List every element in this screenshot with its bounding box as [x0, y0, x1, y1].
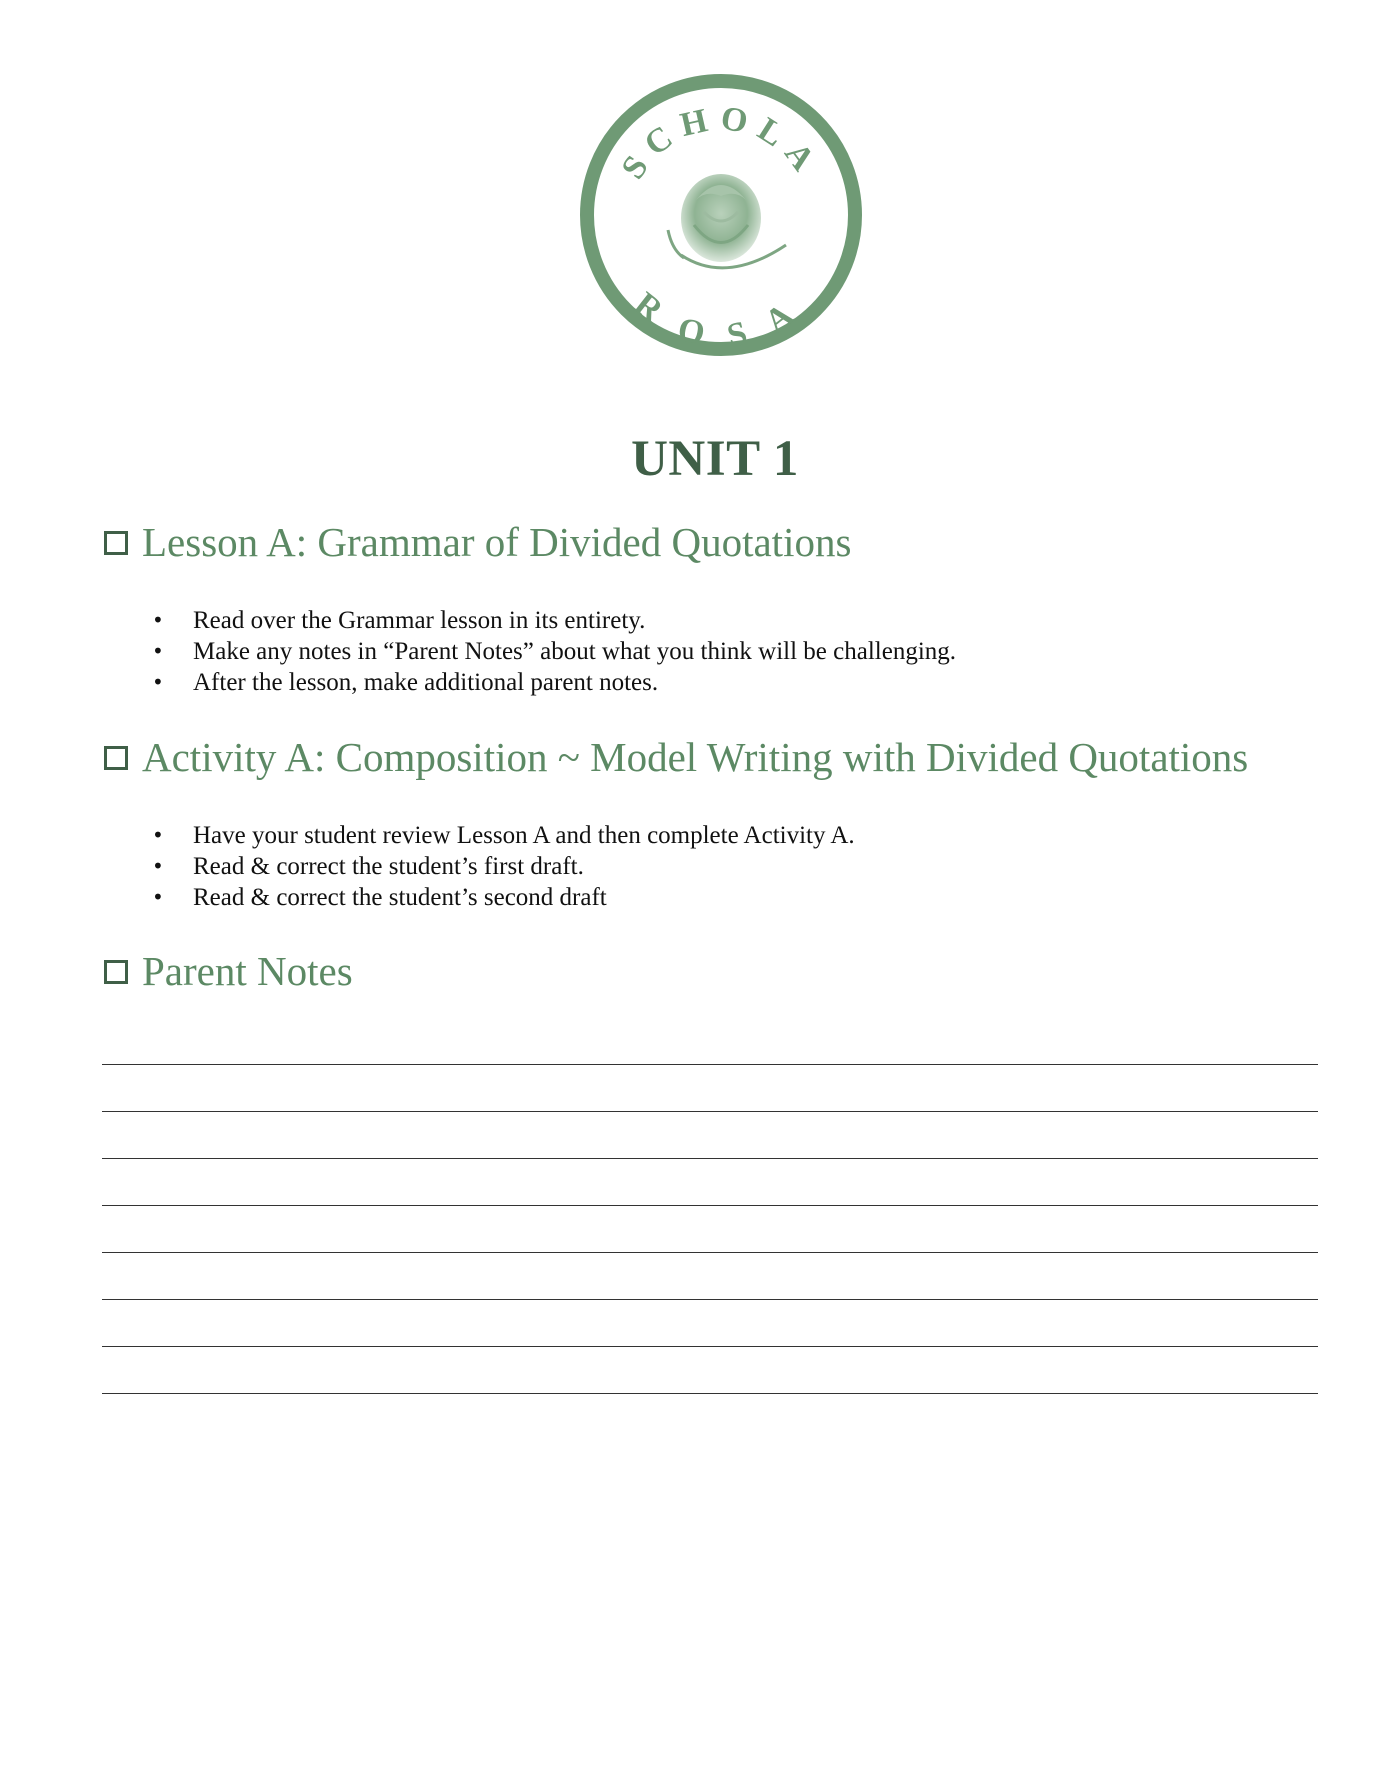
notes-writing-line[interactable] — [102, 1158, 1318, 1159]
bullet-icon: • — [152, 608, 164, 632]
lesson-a-bullets — [148, 605, 956, 698]
logo-top-text: SCHOLA — [614, 99, 828, 186]
bullet-icon: • — [152, 823, 164, 847]
list-item: • Have your student review Lesson A and then complete Activity A. — [152, 822, 855, 849]
logo-graphic — [576, 70, 866, 360]
notes-writing-line[interactable] — [102, 1064, 1318, 1065]
lesson-a-checkbox[interactable] — [104, 531, 128, 555]
lesson-a-heading — [104, 518, 851, 566]
bullet-icon: • — [152, 639, 164, 663]
bullet-icon: • — [152, 854, 164, 878]
list-item: • Read & correct the student’s second draft — [152, 884, 607, 911]
list-item: • Make any notes in “Parent Notes” about what you think will be challenging. — [152, 638, 957, 665]
list-item: • Read & correct the student’s first draft. — [152, 853, 584, 880]
schola-rosa-logo — [576, 70, 866, 360]
list-item: • After the lesson, make additional parent notes. — [152, 669, 659, 696]
notes-writing-line[interactable] — [102, 1393, 1318, 1394]
list-item: • Read over the Grammar lesson in its entirety. — [152, 607, 646, 634]
logo-bottom-text: ROSA — [627, 285, 815, 357]
activity-a-checkbox[interactable] — [104, 746, 128, 770]
activity-a-bullets — [148, 820, 855, 913]
parent-notes-heading — [104, 947, 353, 995]
notes-writing-line[interactable] — [102, 1252, 1318, 1253]
lesson-a-heading-text: Lesson A: Grammar of Divided Quotations — [142, 519, 852, 565]
page-title: UNIT 1 — [631, 431, 799, 487]
parent-notes-checkbox[interactable] — [104, 960, 128, 984]
bullet-icon: • — [152, 670, 164, 694]
activity-a-heading-text: Activity A: Composition ~ Model Writing with Divided Quotations — [142, 734, 1249, 780]
notes-writing-line[interactable] — [102, 1111, 1318, 1112]
activity-a-heading — [104, 733, 1248, 781]
parent-notes-heading-text: Parent Notes — [142, 948, 353, 994]
notes-writing-line[interactable] — [102, 1346, 1318, 1347]
notes-writing-line[interactable] — [102, 1299, 1318, 1300]
notes-writing-line[interactable] — [102, 1205, 1318, 1206]
bullet-icon: • — [152, 885, 164, 909]
